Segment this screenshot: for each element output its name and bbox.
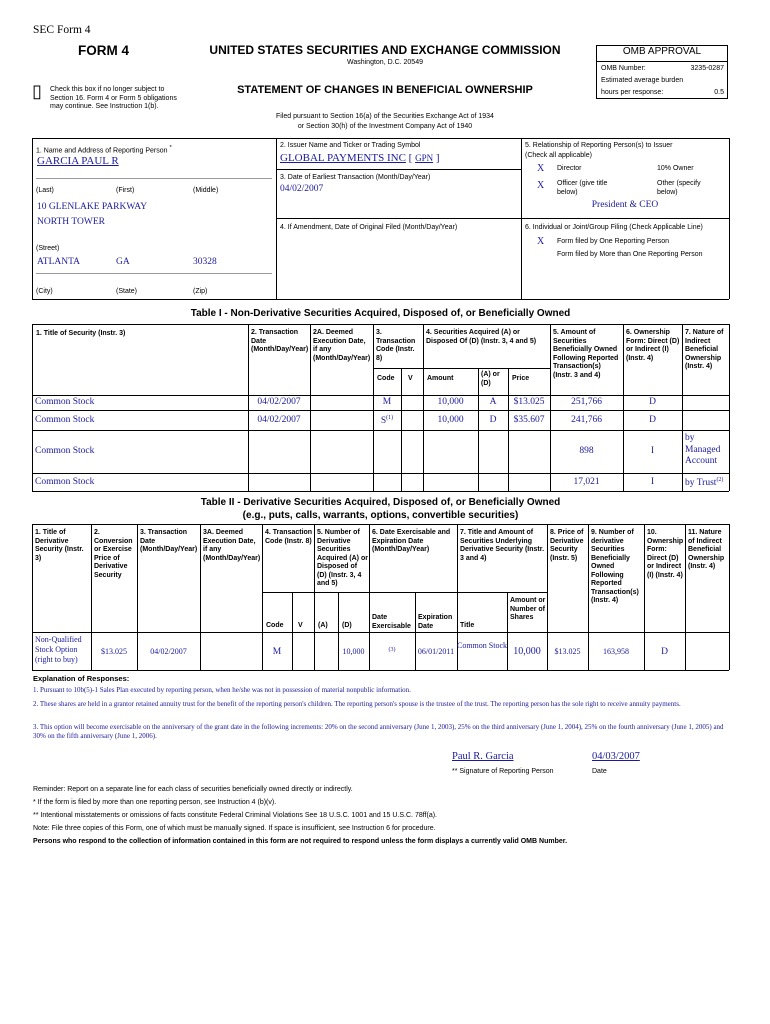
form-title: FORM 4 xyxy=(78,43,130,58)
officer-title: President & CEO xyxy=(591,200,659,210)
t1-price: $13.025 xyxy=(513,397,545,407)
t1-owned: 898 xyxy=(579,446,594,456)
t1-amount: 10,000 xyxy=(437,397,464,407)
address-line2: NORTH TOWER xyxy=(37,217,105,227)
t1-h-nature: 7. Nature of Indirect Beneficial Ownership (Instr. 4) xyxy=(685,329,724,370)
state-value: GA xyxy=(116,257,130,267)
t1-form: I xyxy=(650,446,655,456)
t2-h-ownership: 10. Ownership Form: Direct (D) or Indirect (I) (Instr. 4) xyxy=(647,529,684,579)
agency-title: UNITED STATES SECURITIES AND EXCHANGE COMMISSION xyxy=(209,43,561,57)
t2-h-number: 5. Number of Derivative Securities Acquired (A) or Disposed of (D) (Instr. 3, 4 and 5) xyxy=(317,529,368,587)
t1-form: I xyxy=(650,477,655,487)
t2-h-code-sub: Code xyxy=(266,622,284,629)
city-label: (City) xyxy=(36,288,53,295)
t1-h-code: 3. Transaction Code (Instr. 8) xyxy=(376,329,416,362)
director-label: Director xyxy=(557,165,582,172)
t1-h-amount: Amount xyxy=(427,375,454,382)
state-label: (State) xyxy=(116,288,138,295)
table1-title: Table I - Non-Derivative Securities Acquired, Disposed of, or Beneficially Owned xyxy=(190,308,571,319)
t1-h-amount-owned: 5. Amount of Securities Beneficially Owned Following Reported Transaction(s) (Instr. 3 and 4) xyxy=(553,329,619,379)
t1-owned: 17,021 xyxy=(573,477,600,487)
last-label: (Last) xyxy=(36,187,54,194)
t1-h-title: 1. Title of Security (Instr. 3) xyxy=(36,330,126,337)
t2-derivative-price: $13.025 xyxy=(554,647,581,656)
t2-conversion-price: $13.025 xyxy=(101,647,127,656)
signature-label: ** Signature of Reporting Person xyxy=(452,768,554,775)
t2-h-a: (A) xyxy=(318,622,328,629)
director-check[interactable]: X xyxy=(537,163,545,174)
reminder-4: Note: File three copies of this Form, one of which must be manually signed. If space is insufficient, see Instruction 6 for procedure. xyxy=(33,825,436,832)
t2-h-expiration: Expiration Date xyxy=(418,614,453,630)
box5-label: 5. Relationship of Reporting Person(s) to Issuer xyxy=(525,142,673,149)
t1-date: 04/02/2007 xyxy=(257,415,301,425)
address-line1: 10 GLENLAKE PARKWAY xyxy=(37,202,148,212)
reminder-5: Persons who respond to the collection of information contained in this form are not required to respond unless the form displays a currently valid OMB Number. xyxy=(33,838,568,845)
t2-h-conversion: 2. Conversion or Exercise Price of Derivative Security xyxy=(94,529,133,579)
box5-sublabel: (Check all applicable) xyxy=(525,152,592,159)
omb-hours-label: hours per response: xyxy=(601,89,664,96)
t1-owned: 241,766 xyxy=(571,415,602,425)
one-person-label: Form filed by One Reporting Person xyxy=(557,238,670,245)
t2-h-title-sub: Title xyxy=(460,622,475,629)
box6-label: 6. Individual or Joint/Group Filing (Check Applicable Line) xyxy=(525,224,703,231)
t1-h-aord: (A) or (D) xyxy=(481,371,500,387)
t1-amount: 10,000 xyxy=(437,415,464,425)
t1-h-date: 2. Transaction Date (Month/Day/Year) xyxy=(251,329,309,353)
signature-name: Paul R. Garcia xyxy=(452,751,514,762)
t1-date: 04/02/2007 xyxy=(257,397,301,407)
officer-label: Officer (give title below) xyxy=(557,180,608,196)
box4-label: 4. If Amendment, Date of Original Filed (Month/Day/Year) xyxy=(280,224,458,231)
t2-h-price: 8. Price of Derivative Security (Instr. 5) xyxy=(550,529,584,562)
explanation-heading: Explanation of Responses: xyxy=(33,674,130,683)
reporting-person-name: GARCIA PAUL R xyxy=(37,155,119,167)
t2-h-date: 3. Transaction Date (Month/Day/Year) xyxy=(140,529,198,553)
t2-date-exercisable: (3) xyxy=(388,647,396,653)
t2-h-code: 4. Transaction Code (Instr. 8) xyxy=(265,529,313,545)
t1-h-v: V xyxy=(408,375,413,382)
t1-h-securities: 4. Securities Acquired (A) or Disposed Of (D) (Instr. 3, 4 and 5) xyxy=(426,329,537,345)
first-label: (First) xyxy=(116,187,135,194)
t1-h-price: Price xyxy=(512,375,530,382)
t1-h-deemed: 2A. Deemed Execution Date, if any (Month/Day/Year) xyxy=(313,329,371,362)
table2-title: Table II - Derivative Securities Acquired, Disposed of, or Beneficially Owned xyxy=(200,497,561,508)
earliest-transaction-date: 04/02/2007 xyxy=(280,184,324,194)
footnote-3: 3. This option will become exercisable on the anniversary of the grant date in the following increments: 20% on the second anniversary (June 1, 2003), 25% on the third anniversary (June 1, 2004), 25% on the fourth anniversary (June 1, 2005) and 30% on the fifth anniversary (June 1, 2006). xyxy=(33,723,724,740)
t1-a-or-d: A xyxy=(489,397,497,407)
t2-h-date-exercisable: Date Exercisable xyxy=(372,614,411,630)
t2-h-title: 1. Title of Derivative Security (Instr. 3) xyxy=(35,529,84,562)
omb-number: 3235-0287 xyxy=(690,65,724,72)
reminder-3: ** Intentional misstatements or omissions of facts constitute Federal Criminal Violations See 18 U.S.C. 1001 and 15 U.S.C. 78ff(a). xyxy=(33,812,437,819)
box3-label: 3. Date of Earliest Transaction (Month/Day/Year) xyxy=(280,174,431,181)
ten-percent-owner-label: 10% Owner xyxy=(657,165,694,172)
filed-pursuant-line2: or Section 30(h) of the Investment Company Act of 1940 xyxy=(297,123,473,130)
t2-h-d: (D) xyxy=(342,622,352,629)
t1-h-code-sub: Code xyxy=(377,375,395,382)
t2-date: 04/02/2007 xyxy=(150,647,187,656)
t2-h-nature: 11. Nature of Indirect Beneficial Ownership (Instr. 4) xyxy=(688,529,725,570)
t1-a-or-d: D xyxy=(489,415,497,425)
t2-disposed: 10,000 xyxy=(342,647,365,656)
other-label: Other (specify below) xyxy=(657,180,701,196)
zip-value: 30328 xyxy=(193,257,217,267)
t2-underlying-title: Common Stock xyxy=(457,641,508,650)
t2-code: M xyxy=(272,647,282,657)
t2-underlying-amount: 10,000 xyxy=(513,646,541,657)
statement-title: STATEMENT OF CHANGES IN BENEFICIAL OWNERSHIP xyxy=(237,84,533,96)
t1-code: $S^{(1)}$ xyxy=(380,415,394,427)
t1-security-title: Common Stock xyxy=(35,397,95,407)
no-longer-subject-checkbox[interactable]: ▯ xyxy=(32,81,42,101)
t2-h-underlying: 7. Title and Amount of Securities Underlying Derivative Security (Instr. 3 and 4) xyxy=(460,529,545,562)
t1-h-ownership: 6. Ownership Form: Direct (D) or Indirect (I) (Instr. 4) xyxy=(626,329,680,362)
middle-label: (Middle) xyxy=(193,187,219,194)
footnote-2: 2. These shares are held in a grantor retained annuity trust for the benefit of the reporting person's children. The reporting person's spouse is the trustee of the trust. The reporting person has the sole right to receive annuity payments. xyxy=(33,700,681,708)
t2-h-v: V xyxy=(298,622,303,629)
table2-subtitle: (e.g., puts, calls, warrants, options, convertible securities) xyxy=(242,510,519,521)
signature-date: 04/03/2007 xyxy=(592,751,640,762)
agency-location: Washington, D.C. 20549 xyxy=(346,59,423,66)
t1-form: D xyxy=(649,397,656,407)
t2-h-deemed: 3A. Deemed Execution Date, if any (Month/Day/Year) xyxy=(203,529,261,562)
city-value: ATLANTA xyxy=(37,257,81,267)
t1-owned: 251,766 xyxy=(571,397,602,407)
t1-security-title: Common Stock xyxy=(35,415,95,425)
omb-number-label: OMB Number: xyxy=(601,65,646,72)
t2-form: D xyxy=(661,647,668,657)
omb-hours: 0.5 xyxy=(714,89,724,96)
t1-code: M xyxy=(382,397,392,407)
issuer-name: GLOBAL PAYMENTS INC [ GPN ] xyxy=(280,152,440,164)
t1-form: D xyxy=(649,415,656,425)
box2-label: 2. Issuer Name and Ticker or Trading Symbol xyxy=(280,142,421,149)
t2-h-exercisable: 6. Date Exercisable and Expiration Date (Month/Day/Year) xyxy=(372,529,451,553)
reminder-2: * If the form is filed by more than one reporting person, see Instruction 4 (b)(v). xyxy=(33,799,277,806)
footnote-1: 1. Pursuant to 10b(5)-1 Sales Plan executed by reporting person, when he/she was not in possession of material nonpublic information. xyxy=(33,686,411,694)
t1-nature: by Managed Account xyxy=(685,433,721,466)
checkbox-instruction: Check this box if no longer subject to Section 16. Form 4 or Form 5 obligations may continue. See Instruction 1(b). xyxy=(50,86,177,110)
omb-burden-label: Estimated average burden xyxy=(601,77,684,84)
t1-nature: by Trust$^{(2)}$ xyxy=(685,477,724,489)
t2-derivative-title: Non-Qualified Stock Option (right to buy) xyxy=(35,635,82,664)
street-label: (Street) xyxy=(36,245,60,252)
t1-security-title: Common Stock xyxy=(35,477,95,487)
more-persons-label: Form filed by More than One Reporting Person xyxy=(557,251,703,258)
t2-owned: 163,958 xyxy=(603,647,629,656)
reminder-1: Reminder: Report on a separate line for each class of securities beneficially owned directly or indirectly. xyxy=(33,786,353,793)
box1-label: 1. Name and Address of Reporting Person * xyxy=(36,145,172,155)
t1-price: $35.607 xyxy=(513,415,545,425)
zip-label: (Zip) xyxy=(193,288,208,295)
t2-h-owned: 9. Number of derivative Securities Beneficially Owned Following Reported Transaction(s) (Instr. 4) xyxy=(591,529,639,604)
officer-check[interactable]: X xyxy=(537,180,545,191)
t2-h-amount-shares: Amount or Number of Shares xyxy=(510,597,546,621)
t2-expiration: 06/01/2011 xyxy=(417,647,455,656)
omb-approval-title: OMB APPROVAL xyxy=(622,46,702,57)
sec-form-tag: SEC Form 4 xyxy=(33,24,91,36)
filed-pursuant-line1: Filed pursuant to Section 16(a) of the Securities Exchange Act of 1934 xyxy=(276,113,494,120)
t1-security-title: Common Stock xyxy=(35,446,95,456)
date-label: Date xyxy=(592,768,607,775)
one-person-check[interactable]: X xyxy=(537,236,545,247)
